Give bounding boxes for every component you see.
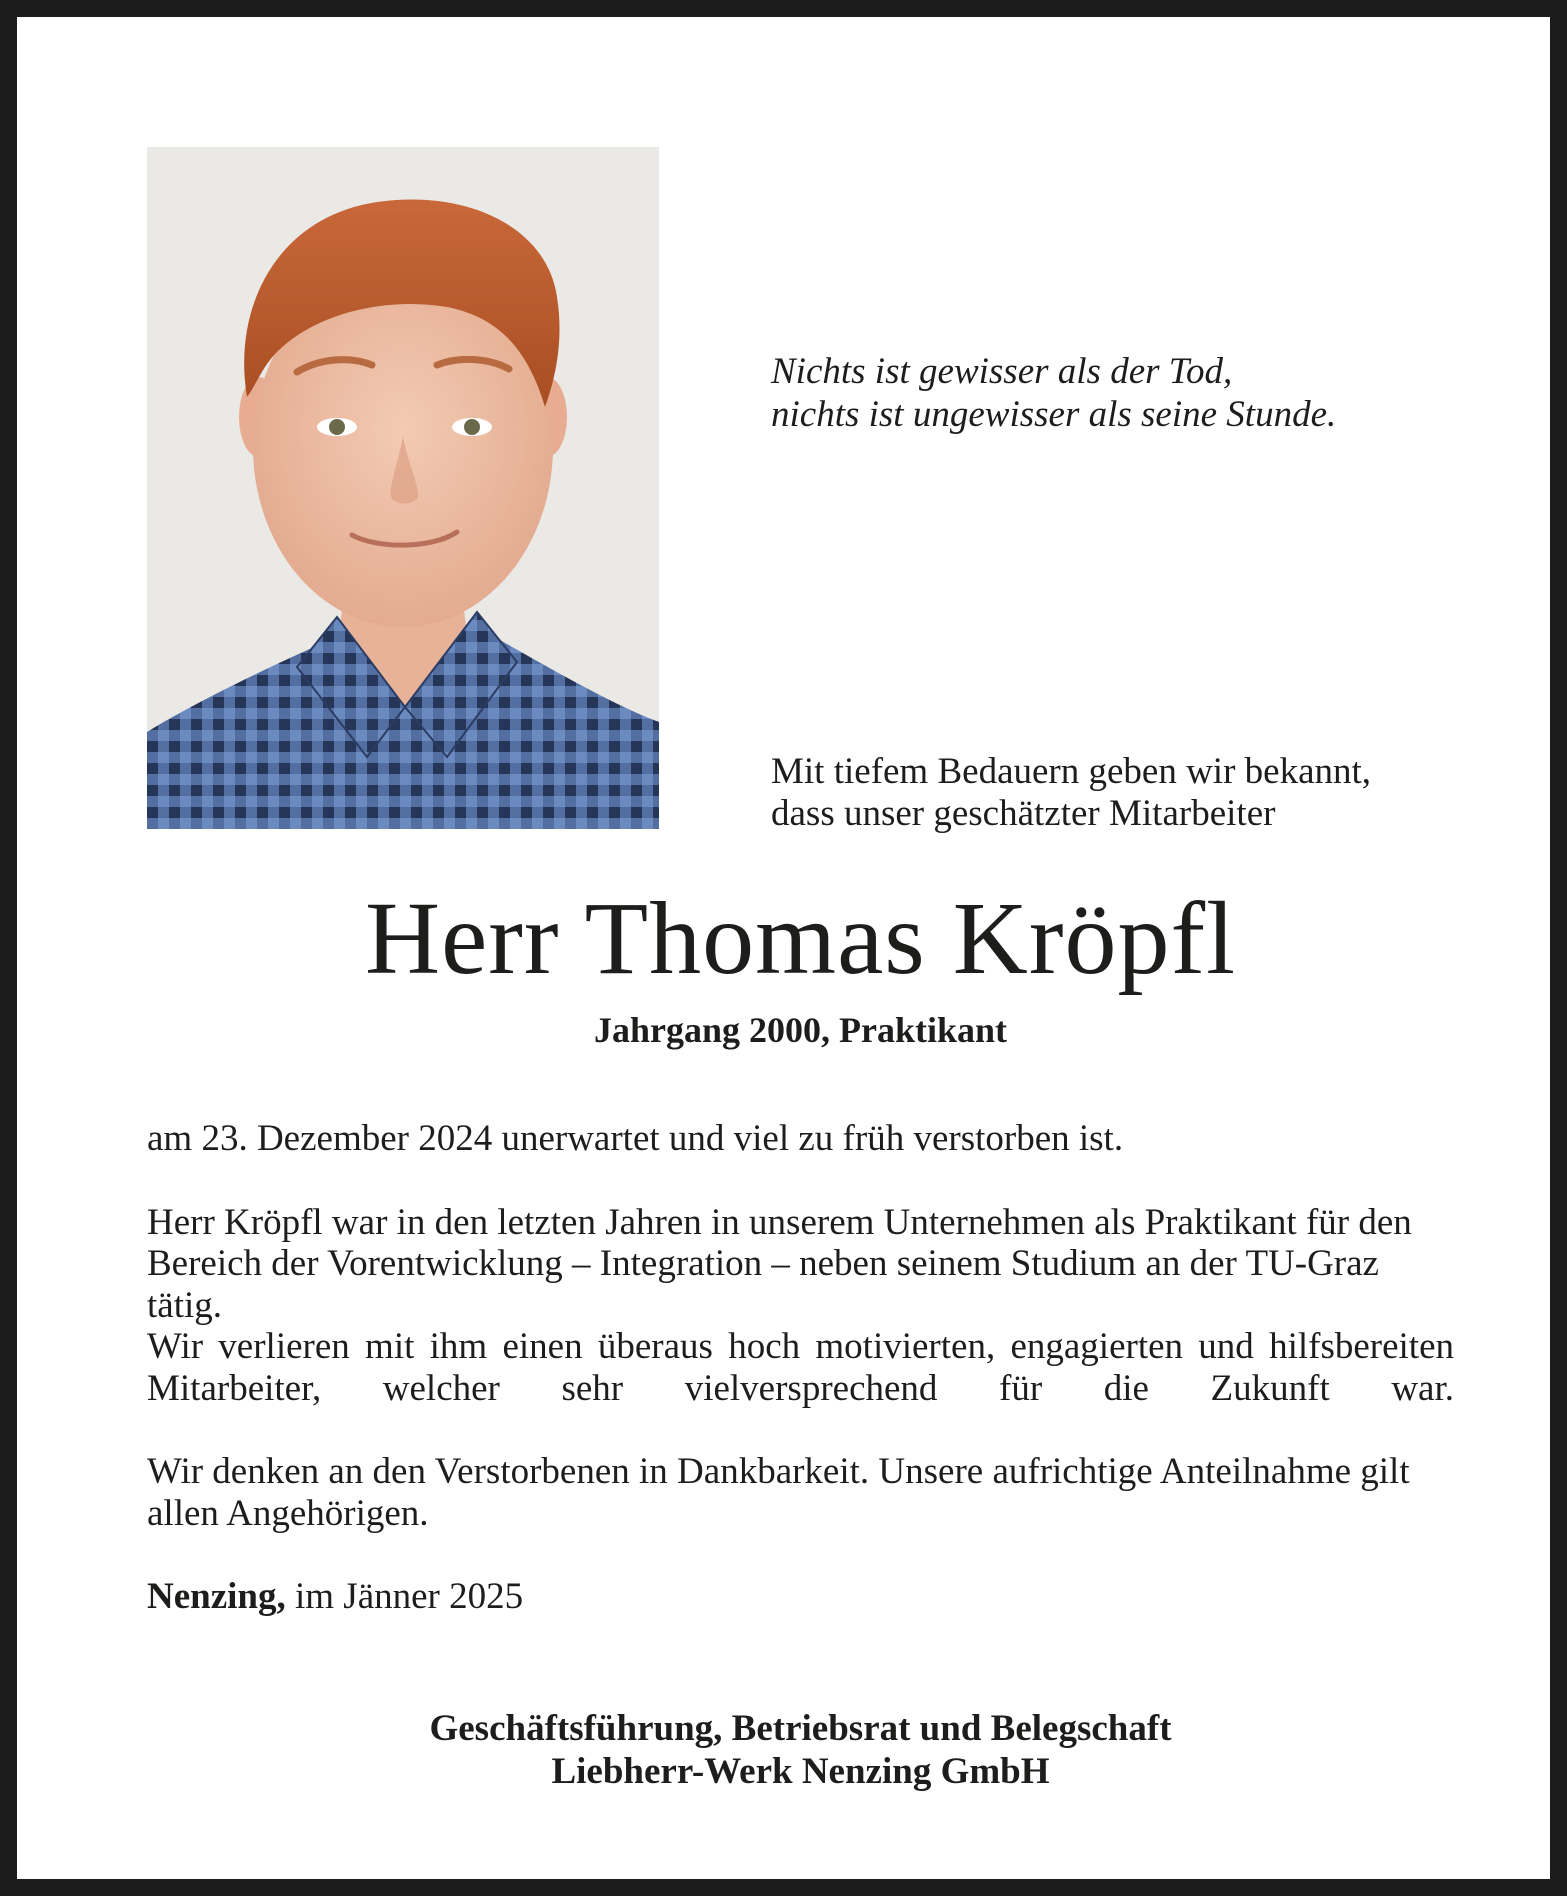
signature-block xyxy=(17,1707,1567,1793)
deceased-details: Jahrgang 2000, Praktikant xyxy=(593,1010,1008,1050)
announcement xyxy=(771,751,1371,835)
obituary-body xyxy=(147,1118,1454,1618)
date: im Jänner 2025 xyxy=(295,1576,524,1617)
paragraph-career: Herr Kröpfl war in den letzten Jahren in unserem Unternehmen als Praktikant für den Bereich der Vorentwicklung – Integration – neben seinem Studium an der TU-Graz tätig. xyxy=(147,1201,1412,1326)
deceased-name: Herr Thomas Kröpfl xyxy=(365,881,1236,996)
paragraph-tribute: Wir verlieren mit ihm einen überaus hoch motivierten, engagierten und hilfsbereiten Mitarbeiter, welcher sehr vielversprechend für die Zukunft war. xyxy=(147,1326,1454,1409)
paragraph-condolence: Wir denken an den Verstorbenen in Dankbarkeit. Unsere aufrichtige Anteilnahme gilt allen Angehörigen. xyxy=(147,1451,1410,1534)
announcement-line-2: dass unser geschätzter Mitarbeiter xyxy=(771,793,1276,834)
epigraph-quote xyxy=(771,350,1336,436)
quote-line-2: nichts ist ungewisser als seine Stunde. xyxy=(771,394,1337,435)
portrait-image xyxy=(147,147,659,829)
place-date xyxy=(147,1576,1454,1618)
signature-line-1: Geschäftsführung, Betriebsrat und Belegschaft xyxy=(429,1708,1172,1749)
quote-line-1: Nichts ist gewisser als der Tod, xyxy=(771,351,1233,392)
death-line: am 23. Dezember 2024 unerwartet und viel zu früh verstorben ist. xyxy=(147,1118,1124,1159)
portrait-photo xyxy=(147,147,659,829)
place: Nenzing, xyxy=(147,1576,286,1617)
announcement-line-1: Mit tiefem Bedauern geben wir bekannt, xyxy=(771,751,1372,792)
signature-line-2: Liebherr-Werk Nenzing GmbH xyxy=(551,1751,1050,1792)
